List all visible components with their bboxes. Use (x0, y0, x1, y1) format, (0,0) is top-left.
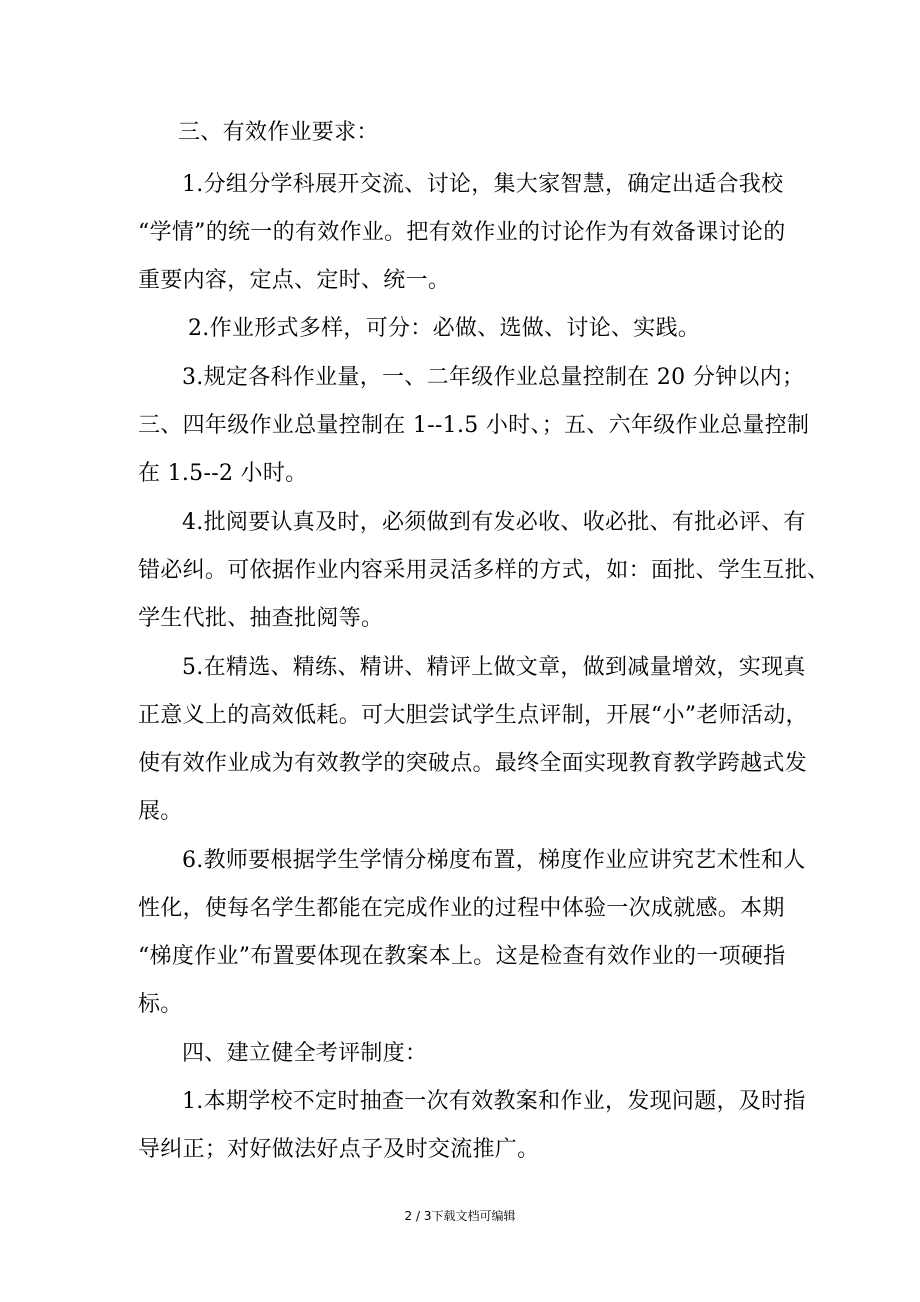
paragraph-line: 三、四年级作业总量控制在 1--1.5 小时、；五、六年级作业总量控制 (138, 413, 810, 438)
section-heading-4: 四、建立健全考评制度： (182, 1041, 428, 1066)
paragraph-line: 使有效作业成为有效教学的突破点。最终全面实现教育教学跨越式发 (138, 751, 808, 776)
paragraph-line: 性化，使每名学生都能在完成作业的过程中体验一次成就感。本期 (138, 896, 785, 921)
paragraph-line: 6.教师要根据学生学情分梯度布置，梯度作业应讲究艺术性和人 (182, 848, 806, 873)
paragraph-line: 导纠正；对好做法好点子及时交流推广。 (138, 1137, 540, 1162)
paragraph-line: 展。 (138, 799, 183, 824)
paragraph-line: 2.作业形式多样，可分：必做、选做、讨论、实践。 (188, 316, 701, 341)
paragraph-line: 重要内容，定点、定时、统一。 (138, 268, 451, 293)
paragraph-line: 1.分组分学科展开交流、讨论，集大家智慧，确定出适合我校 (182, 172, 784, 197)
paragraph-line: 在 1.5--2 小时。 (138, 461, 308, 486)
paragraph-line: 4.批阅要认真及时，必须做到有发必收、收必批、有批必评、有 (182, 510, 806, 535)
page-footer: 2 / 3下载文档可编辑 (404, 1209, 516, 1223)
paragraph-line: “学情”的统一的有效作业。把有效作业的讨论作为有效备课讨论的 (138, 220, 786, 245)
paragraph-line: 5.在精选、精练、精讲、精评上做文章，做到减量增效，实现真 (182, 655, 806, 680)
paragraph-line: 学生代批、抽查批阅等。 (138, 606, 384, 631)
paragraph-line: 3.规定各科作业量，一、二年级作业总量控制在 20 分钟以内； (182, 365, 805, 390)
paragraph-line: 1.本期学校不定时抽查一次有效教案和作业，发现问题，及时指 (182, 1089, 806, 1114)
paragraph-line: “梯度作业”布置要体现在教案本上。这是检查有效作业的一项硬指 (138, 944, 786, 969)
paragraph-line: 正意义上的高效低耗。可大胆尝试学生点评制，开展“小”老师活动， (138, 703, 808, 728)
section-heading-3: 三、有效作业要求： (178, 120, 379, 145)
paragraph-line: 标。 (138, 992, 183, 1017)
paragraph-line: 错必纠。可依据作业内容采用灵活多样的方式，如：面批、学生互批、 (138, 558, 830, 583)
